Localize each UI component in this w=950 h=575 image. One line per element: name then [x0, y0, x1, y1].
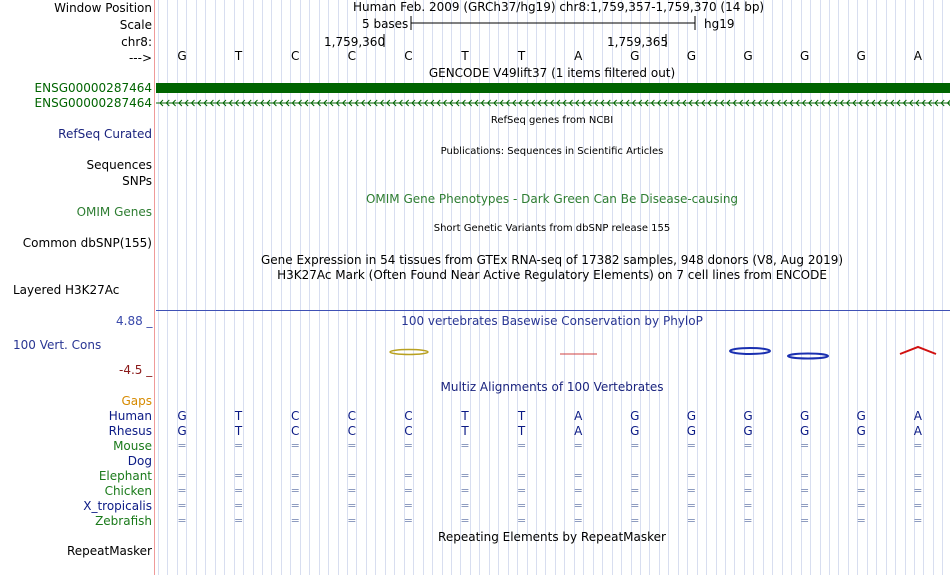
reference-base: G	[630, 49, 640, 63]
multiz-track-title[interactable]: Multiz Alignments of 100 Vertebrates	[440, 380, 664, 394]
alignment-match-marker: =	[799, 514, 810, 527]
alignment-match-marker: =	[233, 484, 244, 497]
alignment-match-marker: =	[460, 514, 470, 527]
alignment-match-marker: =	[799, 439, 810, 452]
reference-base: T	[234, 49, 243, 63]
strand-arrow-label[interactable]: --->	[128, 51, 152, 65]
sequences-label[interactable]: Sequences	[86, 158, 152, 172]
alignment-match-marker: =	[516, 484, 527, 497]
reference-base: G	[686, 49, 697, 63]
alignment-base: T	[517, 409, 526, 423]
alignment-match-marker: =	[856, 499, 866, 512]
alignment-base: G	[743, 424, 753, 438]
alignment-match-marker: =	[573, 514, 583, 527]
alignment-match-marker: =	[460, 439, 470, 452]
reference-base: C	[347, 49, 356, 63]
alignment-base: G	[686, 409, 697, 423]
alignment-match-marker: =	[573, 469, 583, 482]
common-dbsnp-label[interactable]: Common dbSNP(155)	[22, 236, 152, 250]
alignment-match-marker: =	[630, 439, 640, 452]
alignment-match-marker: =	[743, 499, 753, 512]
alignment-match-marker: =	[233, 514, 244, 527]
alignment-base: A	[913, 424, 922, 438]
alignment-match-marker: =	[799, 484, 810, 497]
repeatmasker-track-title[interactable]: Repeating Elements by RepeatMasker	[438, 530, 666, 544]
publications-track-title[interactable]: Publications: Sequences in Scientific Articles	[440, 146, 664, 157]
alignment-match-marker: =	[686, 469, 696, 482]
alignment-match-marker: =	[347, 439, 357, 452]
alignment-match-marker: =	[913, 469, 923, 482]
conservation-track-title[interactable]: 100 vertebrates Basewise Conservation by PhyloP	[401, 314, 703, 328]
alignment-match-marker: =	[799, 499, 810, 512]
alignment-match-marker: =	[743, 514, 753, 527]
alignment-match-marker: =	[403, 439, 413, 452]
alignment-base: C	[290, 424, 300, 438]
species-label[interactable]: X_tropicalis	[83, 499, 152, 513]
refseq-track-title[interactable]: RefSeq genes from NCBI	[490, 115, 614, 126]
reference-base: G	[799, 49, 810, 63]
reference-base: A	[913, 49, 922, 63]
alignment-match-marker: =	[177, 439, 187, 452]
alignment-match-marker: =	[177, 484, 187, 497]
alignment-base: G	[856, 409, 866, 423]
alignment-match-marker: =	[856, 514, 866, 527]
alignment-match-marker: =	[573, 499, 583, 512]
alignment-match-marker: =	[233, 499, 244, 512]
alignment-match-marker: =	[630, 499, 640, 512]
species-label[interactable]: Human	[108, 409, 152, 423]
conservation-label[interactable]: 100 Vert. Cons	[13, 338, 102, 352]
alignment-base: C	[347, 409, 356, 423]
ruler-position-1: 1,759,360	[324, 35, 386, 49]
alignment-match-marker: =	[856, 484, 866, 497]
alignment-base: T	[234, 409, 243, 423]
alignment-base: T	[461, 424, 469, 438]
snps-label[interactable]: SNPs	[122, 174, 152, 188]
alignment-base: G	[630, 424, 640, 438]
alignment-match-marker: =	[177, 499, 187, 512]
alignment-base: C	[404, 424, 413, 438]
alignment-match-marker: =	[573, 439, 583, 452]
alignment-match-marker: =	[516, 439, 527, 452]
alignment-match-marker: =	[686, 439, 696, 452]
reference-base: A	[574, 49, 583, 63]
alignment-base: T	[517, 424, 526, 438]
alignment-match-marker: =	[290, 514, 300, 527]
alignment-match-marker: =	[290, 469, 300, 482]
omim-genes-label[interactable]: OMIM Genes	[76, 205, 152, 219]
window-position-label: Window Position	[54, 1, 152, 15]
alignment-match-marker: =	[347, 484, 357, 497]
alignment-match-marker: =	[686, 514, 696, 527]
alignment-match-marker: =	[460, 469, 470, 482]
species-label[interactable]: Elephant	[98, 469, 152, 483]
alignment-match-marker: =	[290, 499, 300, 512]
alignment-match-marker: =	[913, 439, 923, 452]
refseq-label[interactable]: RefSeq Curated	[58, 127, 152, 141]
alignment-match-marker: =	[403, 469, 413, 482]
alignment-match-marker: =	[856, 469, 866, 482]
alignment-match-marker: =	[403, 499, 413, 512]
gtex-track-title[interactable]: Gene Expression in 54 tissues from GTEx RNA-seq of 17382 samples, 948 donors (V8, Aug 2019)	[260, 253, 844, 267]
scale-label: Scale	[119, 18, 152, 32]
alignment-base: G	[177, 409, 187, 423]
alignment-match-marker: =	[403, 514, 413, 527]
reference-base: G	[743, 49, 753, 63]
alignment-base: G	[630, 409, 640, 423]
reference-base: T	[517, 49, 526, 63]
reference-base: C	[290, 49, 300, 63]
alignment-base: G	[799, 409, 810, 423]
alignment-base: A	[574, 424, 583, 438]
species-label[interactable]: Rhesus	[108, 424, 152, 438]
reference-base: G	[856, 49, 866, 63]
dbsnp-track-title[interactable]: Short Genetic Variants from dbSNP release 155	[433, 223, 671, 234]
gene-label-1[interactable]: ENSG00000287464	[34, 81, 152, 95]
alignment-match-marker: =	[347, 514, 357, 527]
h3k27ac-track-title[interactable]: H3K27Ac Mark (Often Found Near Active Regulatory Elements) on 7 cell lines from ENCODE	[277, 268, 827, 282]
alignment-match-marker: =	[233, 469, 244, 482]
alignment-base: G	[799, 424, 810, 438]
species-label[interactable]: Zebrafish	[95, 514, 152, 528]
alignment-match-marker: =	[630, 484, 640, 497]
alignment-match-marker: =	[743, 439, 753, 452]
species-label[interactable]: Chicken	[104, 484, 152, 498]
species-label[interactable]: Mouse	[113, 439, 152, 453]
alignment-base: G	[743, 409, 753, 423]
alignment-match-marker: =	[743, 484, 753, 497]
alignment-match-marker: =	[233, 439, 244, 452]
alignment-match-marker: =	[177, 469, 187, 482]
alignment-match-marker: =	[743, 469, 753, 482]
chrom-label: chr8:	[121, 35, 152, 49]
alignment-base: C	[347, 424, 356, 438]
alignment-base: C	[404, 409, 413, 423]
layered-h3k27ac-label[interactable]: Layered H3K27Ac	[13, 283, 120, 297]
reference-base: T	[461, 49, 469, 63]
alignment-match-marker: =	[403, 484, 413, 497]
conservation-max-value: 4.88 _	[116, 314, 153, 328]
alignment-match-marker: =	[290, 439, 300, 452]
alignment-base: A	[913, 409, 922, 423]
alignment-base: G	[686, 424, 697, 438]
alignment-base: T	[234, 424, 243, 438]
alignment-match-marker: =	[516, 514, 527, 527]
alignment-base: C	[290, 409, 300, 423]
alignment-match-marker: =	[347, 499, 357, 512]
alignment-base: G	[177, 424, 187, 438]
gencode-track-title[interactable]: GENCODE V49lift37 (1 items filtered out)	[428, 66, 676, 80]
omim-track-title[interactable]: OMIM Gene Phenotypes - Dark Green Can Be Disease-causing	[365, 192, 739, 206]
alignment-match-marker: =	[347, 469, 357, 482]
alignment-match-marker: =	[290, 484, 300, 497]
alignment-match-marker: =	[460, 499, 470, 512]
reference-base: C	[404, 49, 413, 63]
alignment-base: T	[461, 409, 469, 423]
scale-bar-text: 5 bases	[362, 17, 409, 31]
scale-db-text: hg19	[704, 17, 735, 31]
gene-label-2[interactable]: ENSG00000287464	[34, 96, 152, 110]
alignment-match-marker: =	[177, 514, 187, 527]
alignment-match-marker: =	[516, 499, 527, 512]
ruler-position-2: 1,759,365	[607, 35, 669, 49]
alignment-match-marker: =	[856, 439, 866, 452]
alignment-match-marker: =	[686, 484, 696, 497]
alignment-match-marker: =	[799, 469, 810, 482]
alignment-match-marker: =	[630, 469, 640, 482]
alignment-match-marker: =	[913, 484, 923, 497]
reference-base: G	[177, 49, 187, 63]
alignment-match-marker: =	[630, 514, 640, 527]
gaps-label[interactable]: Gaps	[121, 394, 152, 408]
repeatmasker-label[interactable]: RepeatMasker	[66, 544, 152, 558]
alignment-match-marker: =	[573, 484, 583, 497]
conservation-min-value: -4.5 _	[119, 363, 153, 377]
alignment-base: A	[574, 409, 583, 423]
alignment-base: G	[856, 424, 866, 438]
species-label[interactable]: Dog	[127, 454, 152, 468]
assembly-position-text: Human Feb. 2009 (GRCh37/hg19) chr8:1,759,357-1,759,370 (14 bp)	[353, 0, 765, 14]
alignment-match-marker: =	[460, 484, 470, 497]
alignment-match-marker: =	[913, 514, 923, 527]
alignment-match-marker: =	[516, 469, 527, 482]
alignment-match-marker: =	[686, 499, 696, 512]
alignment-match-marker: =	[913, 499, 923, 512]
